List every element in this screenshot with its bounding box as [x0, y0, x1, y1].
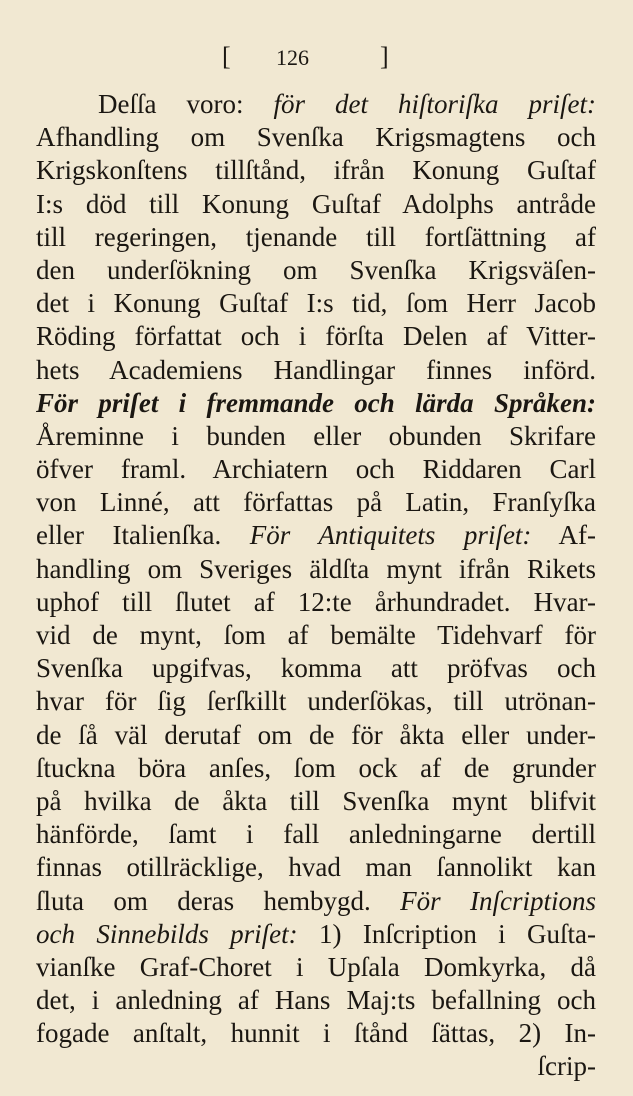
text-line	[36, 387, 596, 420]
text-segment: uphof till ſlutet af 12:te århundradet. Hvar-	[36, 586, 596, 617]
text-segment: Åreminne i bunden eller obunden Skrifare	[36, 420, 596, 451]
text-line	[36, 88, 596, 121]
text-segment: Deſſa voro:	[98, 89, 274, 119]
text-segment: Svenſka upgifvas, komma att pröfvas och	[36, 653, 596, 684]
text-line	[36, 818, 596, 851]
text-line	[36, 320, 596, 353]
text-line	[36, 254, 596, 287]
text-line	[36, 951, 596, 984]
text-segment: ſluta om deras hembygd.	[36, 885, 401, 916]
text-segment: För priſet i fremmande och lärda Språken:	[36, 387, 596, 418]
text-segment: hvar för ſig ſerſkillt underſökas, till utrönan-	[36, 686, 596, 717]
text-line	[36, 984, 596, 1017]
text-line	[36, 851, 596, 884]
text-segment: von Linné, att författas på Latin, Franſyſka	[36, 487, 596, 518]
text-segment: öfver framl. Archiatern och Riddaren Carl	[36, 454, 596, 485]
text-segment: fogade anſtalt, hunnit i ſtånd ſättas, 2) In-	[36, 1018, 596, 1049]
text-segment: 1) Inſcription i Guſta-	[297, 918, 596, 949]
text-line	[36, 553, 596, 586]
text-line	[36, 652, 596, 685]
text-segment: Af-	[531, 520, 596, 551]
text-line	[36, 1050, 596, 1083]
text-line	[36, 188, 596, 221]
text-segment: handling om Sveriges äldſta mynt ifrån Rikets	[36, 553, 596, 584]
text-line	[36, 154, 596, 187]
text-segment: för det hiſtoriſka priſet:	[273, 89, 596, 119]
text-line	[36, 918, 596, 951]
text-line	[36, 121, 596, 154]
text-line	[36, 486, 596, 519]
text-segment: hänförde, ſamt i fall anledningarne dertill	[36, 819, 596, 850]
text-segment: de ſå väl derutaf om de för åkta eller under-	[36, 719, 596, 750]
text-line	[36, 719, 596, 752]
text-line	[36, 885, 596, 918]
text-segment: vid de mynt, ſom af bemälte Tidehvarf för	[36, 620, 596, 650]
text-line	[36, 519, 596, 552]
page-number: 126	[276, 45, 309, 70]
page-header	[0, 42, 633, 82]
text-line	[36, 453, 596, 486]
page-body-text	[36, 88, 596, 1084]
text-segment: För Inſcriptions	[400, 885, 596, 916]
text-line	[36, 752, 596, 785]
text-segment: på hvilka de åkta till Svenſka mynt blifvit	[36, 785, 596, 816]
text-segment: det i Konung Guſtaf I:s tid, ſom Herr Jacob	[36, 288, 596, 319]
text-segment: till regeringen, tjenande till fortſättning af	[36, 221, 596, 252]
text-line	[36, 685, 596, 718]
header-bracket-right: ]	[380, 42, 389, 71]
text-line	[36, 785, 596, 818]
text-line	[36, 287, 596, 320]
text-segment: ſtuckna böra anſes, ſom ock af de grunder	[36, 752, 596, 783]
text-line	[36, 221, 596, 254]
text-segment: I:s död till Konung Guſtaf Adolphs antråde	[36, 188, 596, 219]
text-segment: och Sinnebilds priſet:	[36, 918, 298, 949]
text-line	[36, 586, 596, 619]
text-segment: Krigskonſtens tillſtånd, ifrån Konung Guſtaf	[36, 155, 596, 186]
text-segment: vianſke Graf-Choret i Upſala Domkyrka, då	[36, 951, 596, 982]
text-segment: Afhandling om Svenſka Krigsmagtens och	[36, 122, 596, 153]
text-segment: finnas otillräcklige, hvad man ſannolikt kan	[36, 852, 596, 883]
text-line	[36, 619, 596, 652]
text-line	[36, 420, 596, 453]
text-segment: Röding författat och i förſta Delen af Vitter-	[36, 321, 596, 352]
header-bracket-left: [	[222, 42, 231, 71]
text-segment: den underſökning om Svenſka Krigsväſen-	[36, 254, 596, 285]
text-line	[36, 1017, 596, 1050]
text-segment: För Antiquitets priſet:	[249, 520, 532, 551]
text-segment: det, i anledning af Hans Maj:ts befallning och	[36, 985, 596, 1016]
text-segment: hets Academiens Handlingar finnes införd.	[36, 354, 596, 385]
text-segment: ſcrip-	[537, 1051, 596, 1082]
text-line	[36, 354, 596, 387]
text-segment: eller Italienſka.	[36, 520, 250, 551]
